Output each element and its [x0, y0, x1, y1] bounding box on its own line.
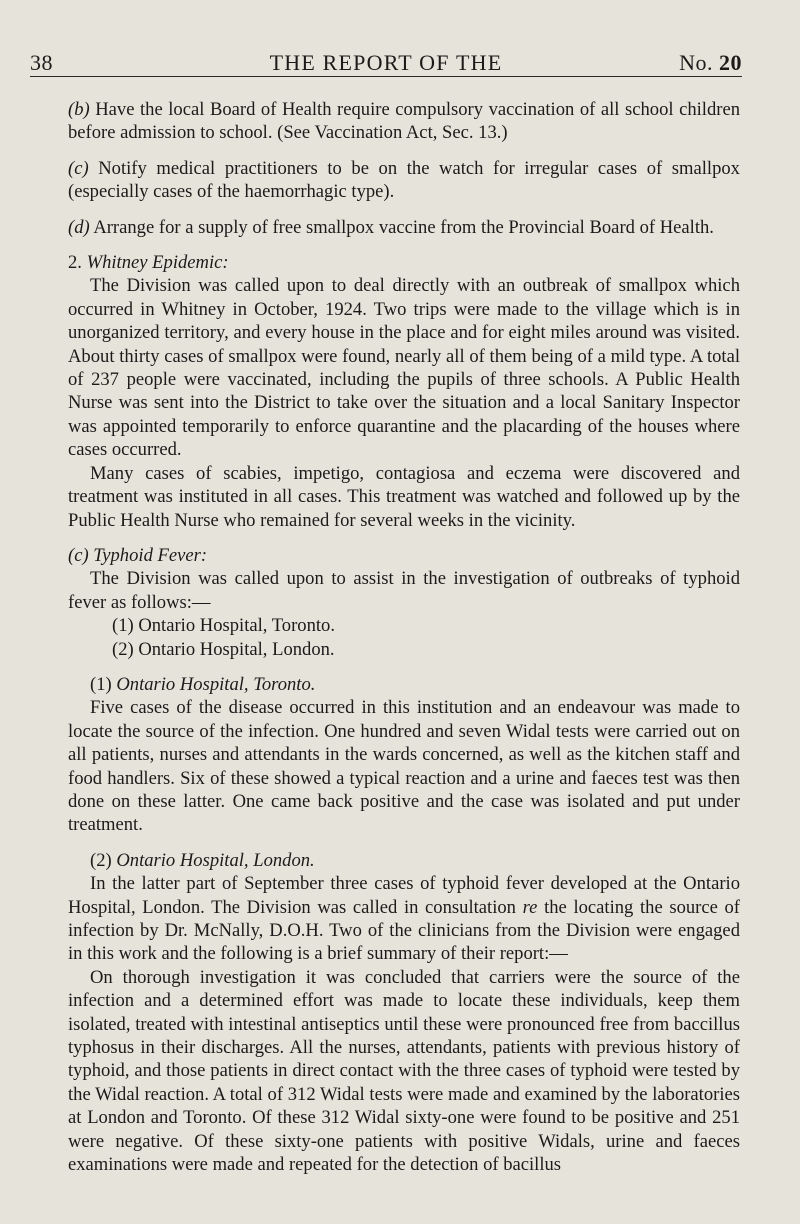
header-rule — [30, 76, 742, 77]
subsection-number: (1) — [90, 673, 112, 695]
report-number-prefix: No. — [679, 50, 713, 75]
subsection-number: (2) — [90, 849, 112, 871]
page-header — [30, 50, 742, 76]
item-label-b: (b) — [68, 99, 90, 120]
page-number: 38 — [30, 50, 53, 75]
paragraph-d-text: Arrange for a supply of free smallpox vaccine from the Provincial Board of Health. — [93, 216, 714, 238]
paragraph-c-text: Notify medical practitioners to be on the watch for irregular cases of smallpox (especially cases of the haemorrhagic type). — [68, 157, 740, 203]
section-title: Typhoid Fever: — [93, 544, 208, 566]
section-heading-whitney — [68, 251, 740, 274]
paragraph-whitney-1: The Division was called upon to deal directly with an outbreak of smallpox which occurred in Whitney in October, 1924. Two trips were made to the village which is in unorganized territory, and every house in the place and for eight miles around was visited. About thirty cases of smallpox were found, nearly all of them being of a mild type. A total of 237 people were vaccinated, including the pupils of three schools. A Public Health Nurse was sent into the District to take over the situation and a local Sanitary Inspector was appointed temporarily to enforce quarantine and the placarding of the houses where cases occurred. — [68, 275, 740, 461]
item-label-d: (d) — [68, 216, 90, 238]
paragraph-london-1-part-1: In the latter part of September three cases of typhoid fever developed at the Ontario Hospital, London. The Division was called in consultation — [68, 873, 740, 918]
report-number-value: 20 — [719, 50, 742, 75]
section-title: Whitney Epidemic: — [86, 252, 229, 274]
body-text — [68, 98, 740, 1176]
re-word: re — [522, 896, 538, 918]
paragraph-london-2: On thorough investigation it was concluded that carriers were the source of the infection and a determined effort was made to locate these individuals, keep them isolated, treated with intestinal antiseptics until these were pronounced free from baccillus typhosus in their discharges. All the nurses, attendants, patients with previous history of typhoid, and those patients in direct contact with the three cases of typhoid were tested by the Widal reaction. A total of 312 Widal tests were made and examined by the laboratories at London and Toronto. Of these 312 Widal sixty-one were found to be positive and 251 were negative. Of these sixty-one patients with positive Widals, urine and faeces examinations were made and repeated for the detection of bacillus — [68, 966, 740, 1176]
subsection-heading-toronto — [68, 673, 740, 696]
item-label-c: (c) — [68, 157, 89, 179]
list-item: (2) Ontario Hospital, London. — [112, 638, 335, 660]
section-label: (c) — [68, 544, 89, 566]
paragraph-london-1 — [68, 872, 740, 966]
running-title: THE REPORT OF THE — [269, 50, 503, 75]
paragraph-b-text: Have the local Board of Health require compulsory vaccination of all school children before admission to school. (See Vaccination Act, Sec. 13.) — [68, 99, 740, 144]
paragraph-toronto: Five cases of the disease occurred in this institution and an endeavour was made to locate the source of the infection. One hundred and seven Widal tests were carried out on all patients, nurses and attendants in the wards concerned, as well as the kitchen staff and food handlers. Six of these showed a typical reaction and a urine and faeces test was then done on these latter. One came back positive and the case was isolated and put under treatment. — [68, 697, 740, 836]
paragraph-whitney-2: Many cases of scabies, impetigo, contagiosa and eczema were discovered and treatment was instituted in all cases. This treatment was watched and followed up by the Public Health Nurse who remained for several weeks in the vicinity. — [68, 462, 740, 531]
subsection-title: Ontario Hospital, Toronto. — [116, 673, 316, 695]
paragraph-c — [68, 157, 740, 204]
report-number — [679, 50, 742, 76]
paragraph-b — [68, 98, 740, 145]
section-heading-typhoid — [68, 544, 740, 567]
list-item: (1) Ontario Hospital, Toronto. — [112, 615, 335, 637]
paragraph-typhoid-intro: The Division was called upon to assist in the investigation of outbreaks of typhoid fever as follows:— — [68, 568, 740, 613]
paragraph-d — [68, 216, 740, 239]
section-number: 2. — [68, 252, 82, 274]
subsection-heading-london — [68, 849, 740, 872]
subsection-title: Ontario Hospital, London. — [116, 849, 315, 871]
paragraph-london-1-part-2: the locating the source of infection by Dr. McNally, D.O.H. Two of the clinicians from the Division were engaged in this work and the following is a brief summary of their report:— — [68, 896, 741, 965]
